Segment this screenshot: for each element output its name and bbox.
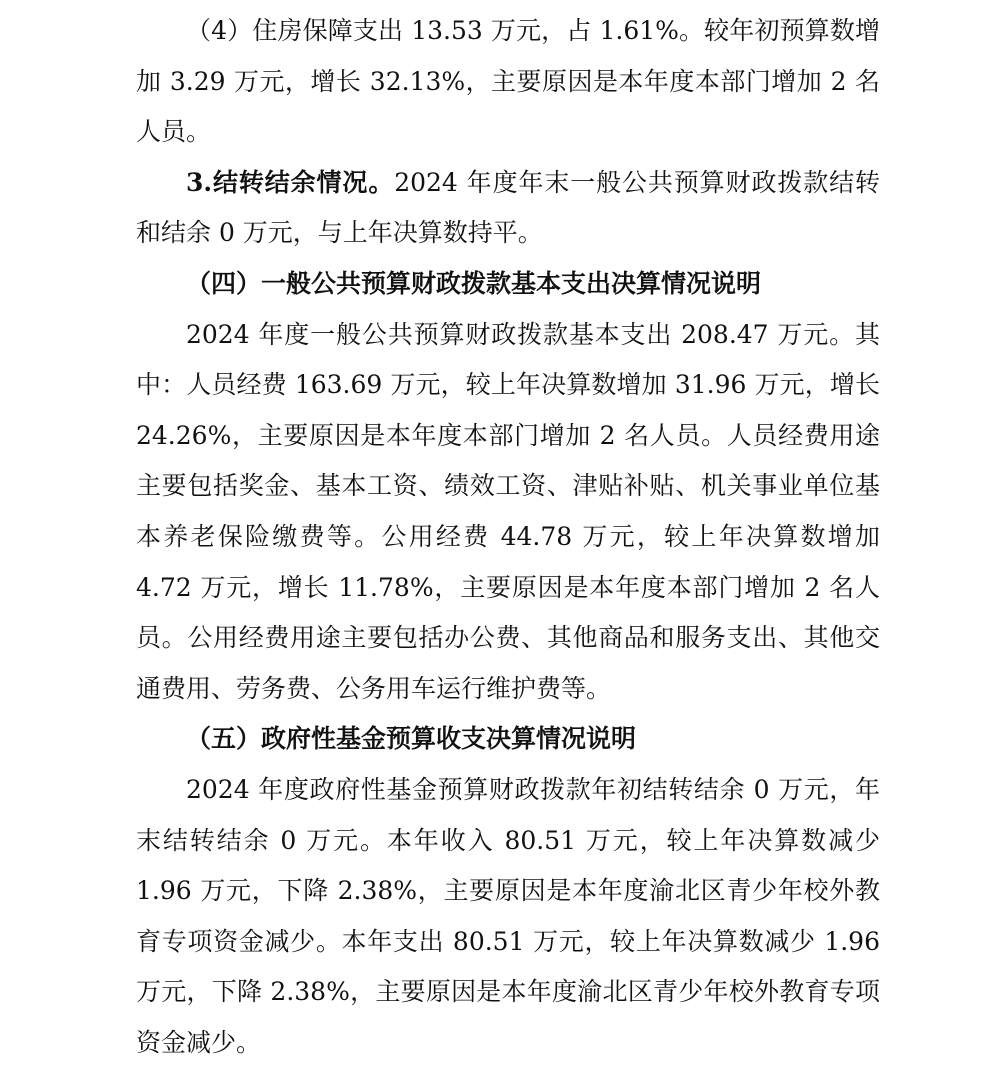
- section-heading-4: （四）一般公共预算财政拨款基本支出决算情况说明: [186, 268, 762, 298]
- section-heading-5: （五）政府性基金预算收支决算情况说明: [186, 724, 637, 754]
- paragraph-housing-expenditure: （4）住房保障支出 13.53 万元，占 1.61%。较年初预算数增加 3.29 万元，增长 32.13%，主要原因是本年度本部门增加 2 名人员。: [136, 16, 880, 147]
- carryover-lead: 3.结转结余情况。: [186, 167, 395, 197]
- paragraph-carryover: [136, 158, 880, 259]
- paragraph-government-fund: 2024 年度政府性基金预算财政拨款年初结转结余 0 万元，年末结转结余 0 万元。本年收入 80.51 万元，较上年决算数减少 1.96 万元，下降 2.38%，主要原因是本年度渝北区青少年校外教育专项资金减少。本年支出 80.51 万元，较上年决算数减少 1.96 万元，下降 2.38%，主要原因是本年度渝北区青少年校外教育专项资金减少。: [136, 774, 880, 1057]
- carryover-body: 2024 年度年末一般公共预算财政拨款结转和结余 0 万元，与上年决算数持平。: [136, 167, 880, 248]
- document-page: [136, 6, 880, 1068]
- paragraph-basic-expenditure: 2024 年度一般公共预算财政拨款基本支出 208.47 万元。其中：人员经费 163.69 万元，较上年决算数增加 31.96 万元，增长 24.26%，主要原因是本年度本部门增加 2 名人员。人员经费用途主要包括奖金、基本工资、绩效工资、津贴补贴、机关事业单位基本养老保险缴费等。公用经费 44.78 万元，较上年决算数增加 4.72 万元，增长 11.78%，主要原因是本年度本部门增加 2 名人员。公用经费用途主要包括办公费、其他商品和服务支出、其他交通费用、劳务费、公务用车运行维护费等。: [136, 319, 880, 703]
